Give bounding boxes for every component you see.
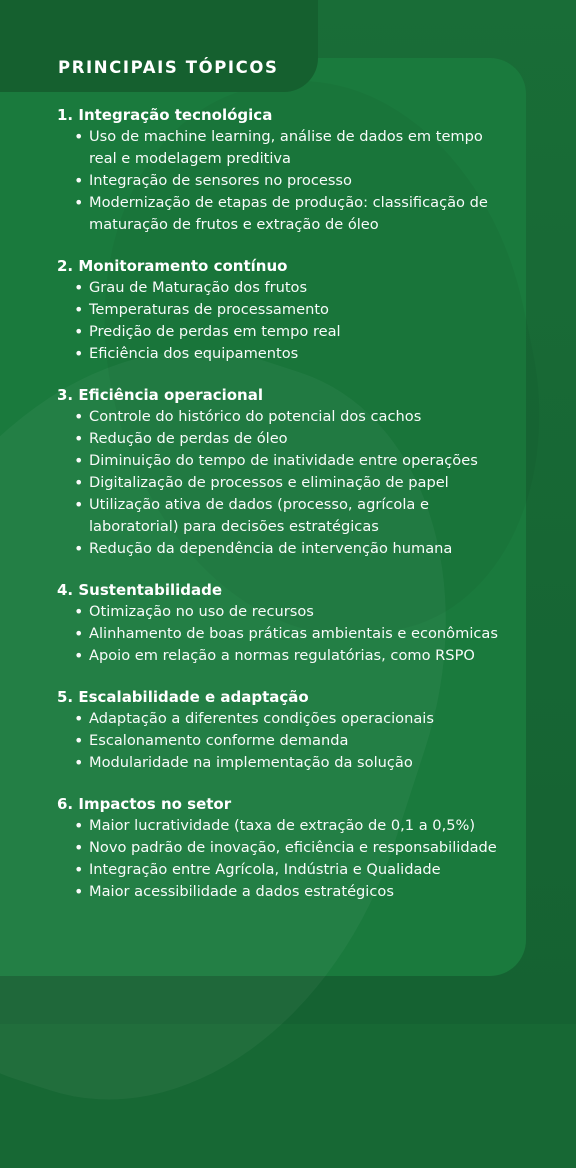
section-title: 2. Monitoramento contínuo [57, 257, 288, 275]
list-item: • Integração entre Agrícola, Indústria e Qualidade [0, 859, 576, 881]
list-item: • Modernização de etapas de produção: classificação de maturação de frutos e extração de óleo [0, 192, 576, 236]
section-sustentabilidade [0, 579, 576, 667]
list-item: • Grau de Maturação dos frutos [0, 277, 576, 299]
section-items [0, 406, 576, 560]
list-item: • Maior lucratividade (taxa de extração de 0,1 a 0,5%) [0, 815, 576, 837]
list-item: • Alinhamento de boas práticas ambientais e econômicas [0, 623, 576, 645]
section-title: 5. Escalabilidade e adaptação [57, 688, 309, 706]
topics-content [0, 104, 576, 922]
list-item: • Novo padrão de inovação, eficiência e responsabilidade [0, 837, 576, 859]
title-tab [0, 0, 318, 92]
section-eficiencia-operacional [0, 384, 576, 560]
section-items [0, 708, 576, 774]
list-item: • Escalonamento conforme demanda [0, 730, 576, 752]
list-item: • Redução de perdas de óleo [0, 428, 576, 450]
list-item: • Uso de machine learning, análise de dados em tempo real e modelagem preditiva [0, 126, 576, 170]
list-item: • Utilização ativa de dados (processo, agrícola e laboratorial) para decisões estratégicas [0, 494, 576, 538]
list-item: • Redução da dependência de intervenção humana [0, 538, 576, 560]
section-escalabilidade-adaptacao [0, 686, 576, 774]
section-monitoramento-continuo [0, 255, 576, 365]
list-item: • Predição de perdas em tempo real [0, 321, 576, 343]
section-items [0, 601, 576, 667]
section-title: 6. Impactos no setor [57, 795, 232, 813]
section-items [0, 126, 576, 236]
section-title: 1. Integração tecnológica [57, 106, 273, 124]
list-item: • Controle do histórico do potencial dos cachos [0, 406, 576, 428]
list-item: • Digitalização de processos e eliminação de papel [0, 472, 576, 494]
list-item: • Temperaturas de processamento [0, 299, 576, 321]
section-title: 4. Sustentabilidade [57, 581, 223, 599]
list-item: • Maior acessibilidade a dados estratégicos [0, 881, 576, 903]
section-impactos-setor [0, 793, 576, 903]
list-item: • Integração de sensores no processo [0, 170, 576, 192]
section-items [0, 277, 576, 365]
list-item: • Apoio em relação a normas regulatórias, como RSPO [0, 645, 576, 667]
list-item: • Diminuição do tempo de inatividade entre operações [0, 450, 576, 472]
section-items [0, 815, 576, 903]
list-item: • Eficiência dos equipamentos [0, 343, 576, 365]
page-title: PRINCIPAIS TÓPICOS [58, 58, 279, 77]
list-item: • Modularidade na implementação da solução [0, 752, 576, 774]
section-integracao-tecnologica [0, 104, 576, 236]
list-item: • Otimização no uso de recursos [0, 601, 576, 623]
section-title: 3. Eficiência operacional [57, 386, 264, 404]
list-item: • Adaptação a diferentes condições operacionais [0, 708, 576, 730]
